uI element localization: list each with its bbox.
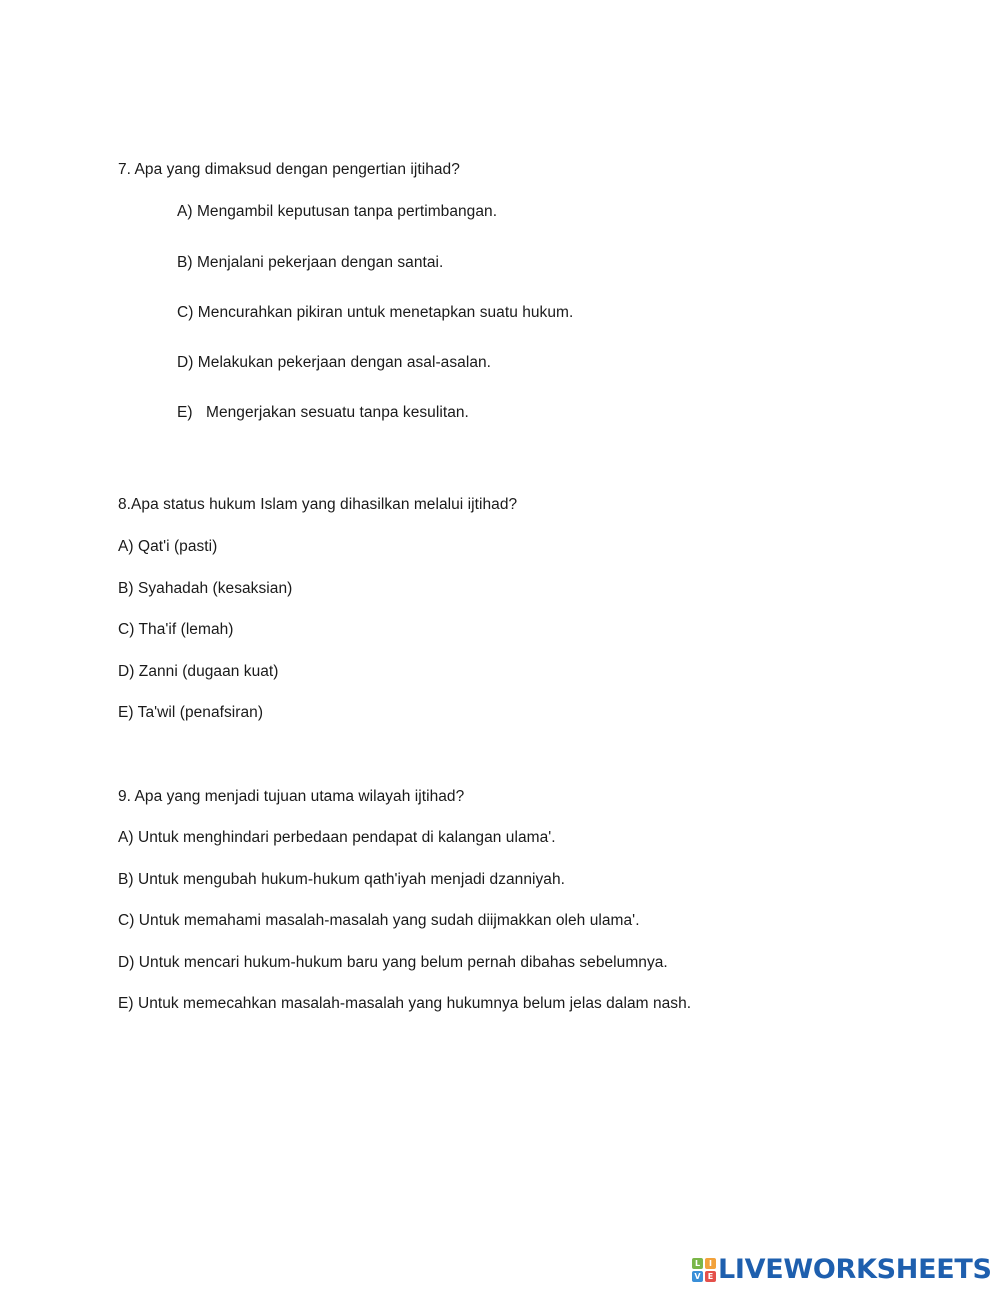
question-8-option-e[interactable]: E) Ta'wil (penafsiran)	[118, 704, 264, 721]
question-9-option-b[interactable]: B) Untuk mengubah hukum-hukum qath'iyah menjadi dzanniyah.	[118, 871, 566, 888]
option-e-text: Mengerjakan sesuatu tanpa kesulitan.	[206, 404, 469, 421]
question-7-option-c[interactable]: C) Mencurahkan pikiran untuk menetapkan suatu hukum.	[177, 304, 574, 321]
logo-icon-letter-v: V	[692, 1271, 703, 1282]
question-7-option-d[interactable]: D) Melakukan pekerjaan dengan asal-asalan.	[177, 354, 492, 371]
question-9-option-d[interactable]: D) Untuk mencari hukum-hukum baru yang belum pernah dibahas sebelumnya.	[118, 954, 668, 971]
question-7-text: 7. Apa yang dimaksud dengan pengertian ijtihad?	[118, 161, 460, 178]
question-8-option-a[interactable]: A) Qat'i (pasti)	[118, 538, 218, 555]
question-7-option-a[interactable]: A) Mengambil keputusan tanpa pertimbangan.	[177, 203, 498, 220]
question-8-option-c[interactable]: C) Tha'if (lemah)	[118, 621, 234, 638]
question-8-option-d[interactable]: D) Zanni (dugaan kuat)	[118, 663, 279, 680]
option-e-letter: E)	[177, 404, 193, 421]
question-9-text: 9. Apa yang menjadi tujuan utama wilayah ijtihad?	[118, 788, 465, 805]
logo-icon-letter-l: L	[692, 1258, 703, 1269]
question-9-option-c[interactable]: C) Untuk memahami masalah-masalah yang sudah diijmakkan oleh ulama'.	[118, 912, 640, 929]
logo-text: LIVEWORKSHEETS	[718, 1254, 992, 1285]
logo-icon-letter-i: I	[705, 1258, 716, 1269]
question-7-option-b[interactable]: B) Menjalani pekerjaan dengan santai.	[177, 254, 444, 271]
question-8-text: 8.Apa status hukum Islam yang dihasilkan melalui ijtihad?	[118, 496, 518, 513]
logo-icon-letter-e: E	[705, 1271, 716, 1282]
liveworksheets-logo-icon	[692, 1258, 716, 1282]
question-9-option-a[interactable]: A) Untuk menghindari perbedaan pendapat di kalangan ulama'.	[118, 829, 556, 846]
question-7-option-e[interactable]	[177, 403, 469, 423]
question-8-option-b[interactable]: B) Syahadah (kesaksian)	[118, 580, 293, 597]
question-9-option-e[interactable]: E) Untuk memecahkan masalah-masalah yang hukumnya belum jelas dalam nash.	[118, 995, 692, 1012]
liveworksheets-logo	[692, 1255, 992, 1285]
